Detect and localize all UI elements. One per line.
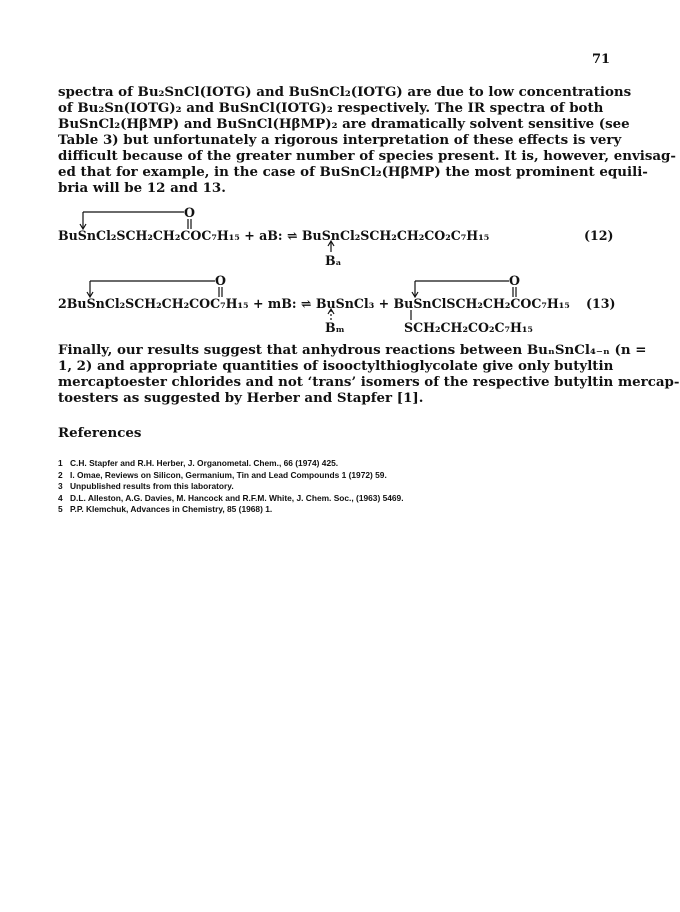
reference-item <box>58 504 404 516</box>
paragraph-line: of Bu₂Sn(IOTG)₂ and BuSnCl(IOTG)₂ respectively. The IR spectra of both <box>58 100 604 116</box>
reference-item <box>58 470 404 482</box>
equation-12-text: BuSnCl₂SCH₂CH₂COC₇H₁₅ + aB: ⇌ BuSnCl₂SCH₂CH₂CO₂C₇H₁₅ <box>58 228 490 243</box>
carbonyl-oxygen: O <box>184 205 195 220</box>
reference-text: C.H. Stapfer and R.H. Herber, J. Organometal. Chem., 66 (1974) 425. <box>70 458 339 468</box>
references-list <box>58 458 404 516</box>
paragraph-1 <box>58 84 676 196</box>
substituent-text: SCH₂CH₂CO₂C₇H₁₅ <box>404 320 533 335</box>
paragraph-line: spectra of Bu₂SnCl(IOTG) and BuSnCl₂(IOTG) are due to low concentrations <box>58 84 632 100</box>
page-number: 71 <box>592 52 611 67</box>
base-label: Bₐ <box>325 253 342 268</box>
paragraph-2 <box>58 342 680 406</box>
reference-number: 5 <box>58 504 63 515</box>
paragraph-line: 1, 2) and appropriate quantities of isooctylthioglycolate give only butyltin <box>58 358 614 374</box>
reference-item <box>58 481 404 493</box>
reference-item <box>58 458 404 470</box>
reference-item <box>58 493 404 505</box>
paragraph-line: BuSnCl₂(HβMP) and BuSnCl(HβMP)₂ are dramatically solvent sensitive (see <box>58 116 630 132</box>
paragraph-line: toesters as suggested by Herber and Stapfer [1]. <box>58 390 424 406</box>
reference-text: D.L. Alleston, A.G. Davies, M. Hancock and R.F.M. White, J. Chem. Soc., (1963) 5469. <box>70 492 404 503</box>
reference-text: Unpublished results from this laboratory. <box>70 481 234 492</box>
reference-number: 3 <box>58 481 63 492</box>
carbonyl-oxygen: O <box>215 273 226 288</box>
paragraph-line: Finally, our results suggest that anhydrous reactions between BuₙSnCl₄₋ₙ (n = <box>58 342 647 358</box>
paragraph-line: ed that for example, in the case of BuSnCl₂(HβMP) the most prominent equili- <box>58 164 648 180</box>
reference-text: P.P. Klemchuk, Advances in Chemistry, 85 (1968) 1. <box>70 504 273 515</box>
equation-number: (12) <box>584 228 614 243</box>
paragraph-line: bria will be 12 and 13. <box>58 180 226 196</box>
reference-number: 4 <box>58 492 63 503</box>
reference-number: 2 <box>58 469 63 480</box>
paragraph-line: difficult because of the greater number of species present. It is, however, envisag- <box>58 148 676 164</box>
equation-number: (13) <box>586 296 616 311</box>
paragraph-line: mercaptoester chlorides and not ‘trans’ isomers of the respective butyltin mercap- <box>58 374 680 390</box>
references-heading: References <box>58 425 142 441</box>
reference-text: I. Omae, Reviews on Silicon, Germanium, Tin and Lead Compounds 1 (1972) 59. <box>70 469 387 480</box>
carbonyl-oxygen: O <box>509 273 520 288</box>
base-label: Bₘ <box>325 320 345 335</box>
paragraph-line: Table 3) but unfortunately a rigorous interpretation of these effects is very <box>58 132 622 148</box>
reference-number: 1 <box>58 458 63 468</box>
equation-13-text: 2BuSnCl₂SCH₂CH₂COC₇H₁₅ + mB: ⇌ BuSnCl₃ + BuSnClSCH₂CH₂COC₇H₁₅ <box>58 296 570 311</box>
